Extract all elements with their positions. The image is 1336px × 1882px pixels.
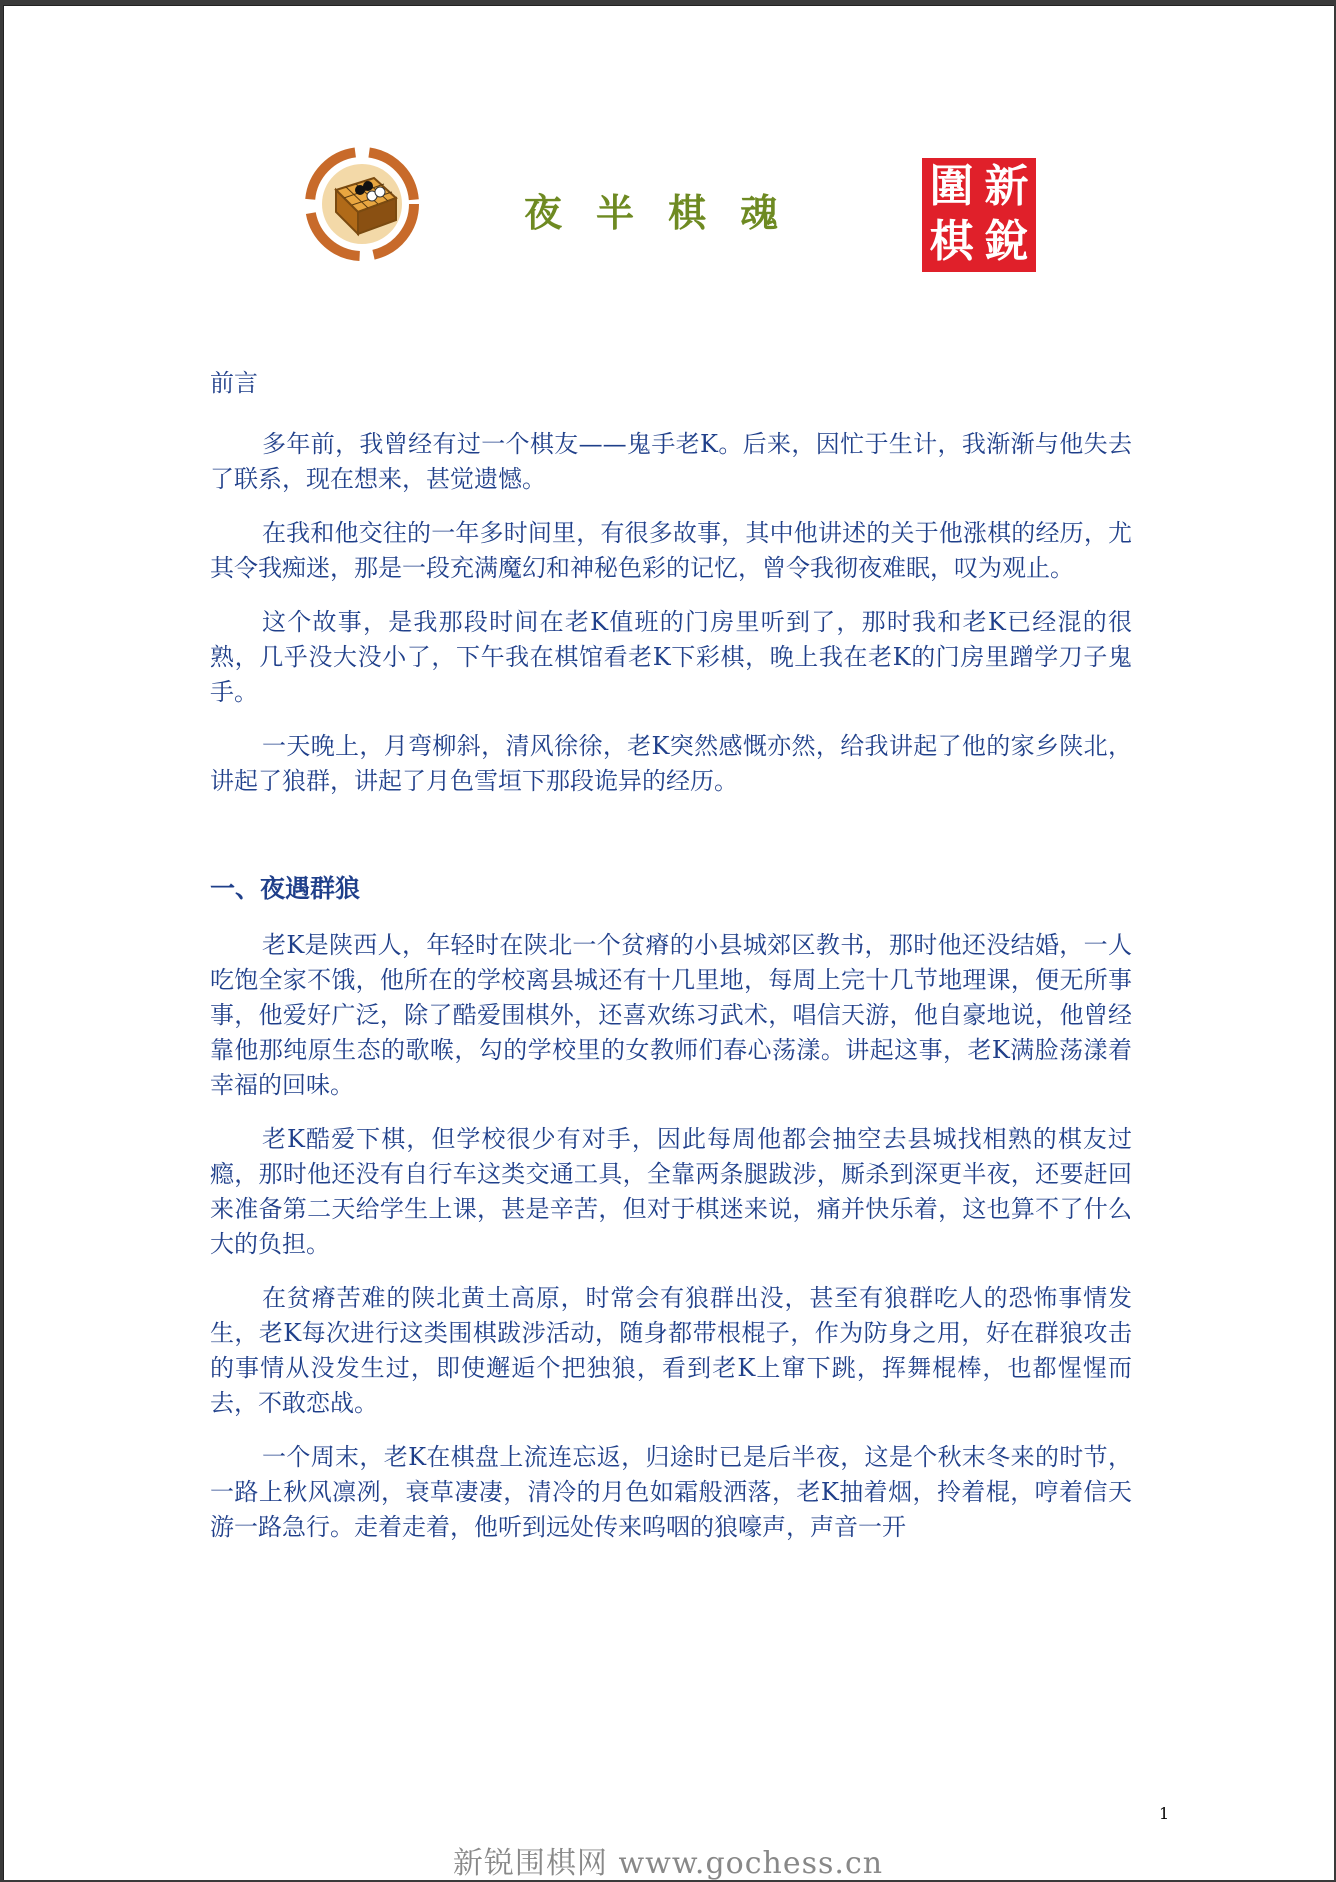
paragraph: 多年前，我曾经有过一个棋友——鬼手老K。后来，因忙于生计，我渐渐与他失去了联系，现在想来，甚觉遗憾。 — [210, 430, 1132, 493]
seal-char: 新 — [984, 161, 1029, 212]
paragraph: 这个故事，是我那段时间在老K值班的门房里听到了，那时我和老K已经混的很熟，几乎没大没小了，下午我在棋馆看老K下彩棋，晚上我在老K的门房里蹭学刀子鬼手。 — [210, 608, 1132, 706]
paragraph: 一天晚上，月弯柳斜，清风徐徐，老K突然感慨亦然，给我讲起了他的家乡陕北，讲起了狼群，讲起了月色雪垣下那段诡异的经历。 — [210, 732, 1132, 795]
preface-heading: 前言 — [210, 369, 258, 397]
go-board-logo-icon — [300, 142, 424, 266]
page-header — [4, 136, 1334, 276]
site-footer: 新锐围棋网 www.gochess.cn — [452, 1846, 884, 1881]
seal-char: 銳 — [984, 216, 1029, 267]
document-page — [3, 5, 1334, 1880]
paragraph: 在我和他交往的一年多时间里，有很多故事，其中他讲述的关于他涨棋的经历，尤其令我痴迷，那是一段充满魔幻和神秘色彩的记忆，曾令我彻夜难眠，叹为观止。 — [210, 519, 1132, 582]
seal-char: 圍 — [929, 161, 974, 212]
seal-char: 棋 — [929, 216, 974, 267]
paragraph: 一个周末，老K在棋盘上流连忘返，归途时已是后半夜，这是个秋末冬来的时节，一路上秋风凛冽，衰草凄凄，清冷的月色如霜般洒落，老K抽着烟，拎着棍，哼着信天游一路急行。走着走着，他听到远处传来呜咽的狼嚎声，声音一开 — [210, 1443, 1132, 1541]
page-number: 1 — [1159, 1804, 1170, 1823]
paragraph: 老K酷爱下棋，但学校很少有对手，因此每周他都会抽空去县城找相熟的棋友过瘾，那时他还没有自行车这类交通工具，全靠两条腿跋涉，厮杀到深更半夜，还要赶回来准备第二天给学生上课，甚是辛苦，但对于棋迷来说，痛并快乐着，这也算不了什么大的负担。 — [210, 1125, 1132, 1258]
document-body — [210, 366, 1132, 1564]
paragraph: 在贫瘠苦难的陕北黄土高原，时常会有狼群出没，甚至有狼群吃人的恐怖事情发生，老K每次进行这类围棋跋涉活动，随身都带根棍子，作为防身之用，好在群狼攻击的事情从没发生过，即使邂逅个把独狼，看到老K上窜下跳，挥舞棍棒，也都惺惺而去，不敢恋战。 — [210, 1284, 1132, 1417]
chapter-heading: 一、夜遇群狼 — [210, 874, 361, 903]
seal-logo — [922, 158, 1036, 272]
paragraph: 老K是陕西人，年轻时在陕北一个贫瘠的小县城郊区教书，那时他还没结婚，一人吃饱全家不饿，他所在的学校离县城还有十几里地，每周上完十几节地理课，便无所事事，他爱好广泛，除了酷爱围棋外，还喜欢练习武术，唱信天游，他自豪地说，他曾经靠他那纯原生态的歌喉，勾的学校里的女教师们春心荡漾。讲起这事，老K满脸荡漾着幸福的回味。 — [210, 931, 1132, 1099]
document-title: 夜半棋魂 — [524, 190, 813, 235]
